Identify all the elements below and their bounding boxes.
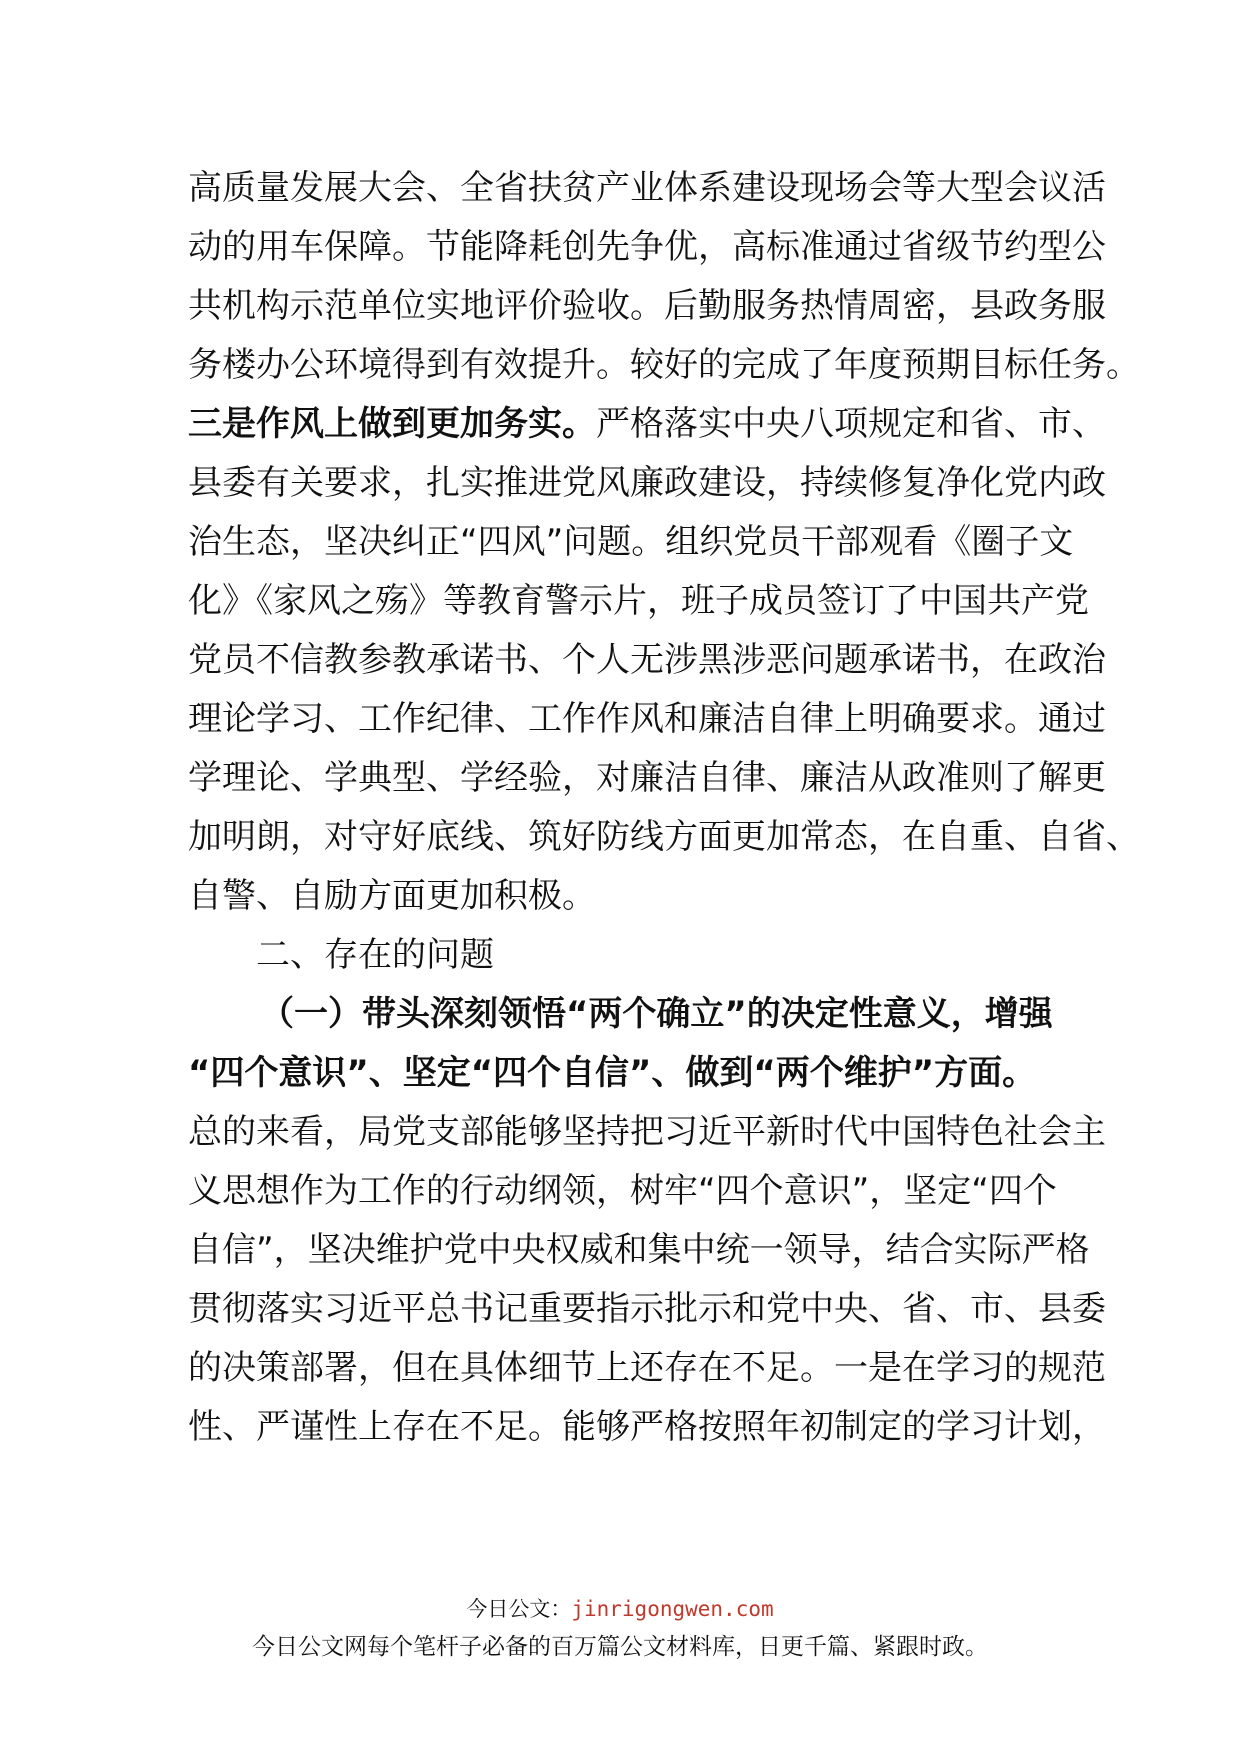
body-line: 党员不信教参教承诺书、个人无涉黑涉恶问题承诺书，在政治 (188, 640, 1106, 680)
footer-site (0, 1594, 1240, 1624)
body-line-with-bold-lead (188, 392, 1106, 456)
body-line: 的决策部署，但在具体细节上还存在不足。一是在学习的规范 (188, 1348, 1106, 1388)
body-line: 共机构示范单位实地评价验收。后勤服务热情周密，县政务服 (188, 286, 1106, 326)
body-line: 加明朗，对守好底线、筑好防线方面更加常态，在自重、自省、 (188, 817, 1140, 857)
bold-lead: 三是作风上做到更加务实。 (188, 404, 596, 444)
body-line: 治生态，坚决纠正“四风”问题。组织党员干部观看《圈子文 (188, 522, 1074, 562)
subsection-heading: （一）带头深刻领悟“两个确立”的决定性意义，增强 (260, 994, 1053, 1034)
subsection-heading: “四个意识”、坚定“四个自信”、做到“两个维护”方面。 (188, 1053, 1037, 1093)
body-line: 县委有关要求，扎实推进党风廉政建设，持续修复净化党内政 (188, 463, 1106, 503)
body-line: 学理论、学典型、学经验，对廉洁自律、廉洁从政准则了解更 (188, 758, 1106, 798)
body-line-rest: 严格落实中央八项规定和省、市、 (596, 404, 1106, 444)
body-line: 高质量发展大会、全省扶贫产业体系建设现场会等大型会议活 (188, 168, 1106, 208)
body-line: 性、严谨性上存在不足。能够严格按照年初制定的学习计划， (188, 1407, 1106, 1447)
body-line: 义思想作为工作的行动纲领，树牢“四个意识”，坚定“四个 (188, 1171, 1057, 1211)
footer-site-url[interactable]: jinrigongwen.com (571, 1597, 774, 1621)
body-line: 务楼办公环境得到有效提升。较好的完成了年度预期目标任务。 (188, 345, 1140, 385)
body-line: 自信”，坚决维护党中央权威和集中统一领导，结合实际严格 (188, 1230, 1090, 1270)
footer-tagline: 今日公文网每个笔杆子必备的百万篇公文材料库，日更千篇、紧跟时政。 (252, 1634, 988, 1660)
body-line: 贯彻落实习近平总书记重要指示批示和党中央、省、市、县委 (188, 1289, 1106, 1329)
body-line: 总的来看，局党支部能够坚持把习近平新时代中国特色社会主 (188, 1112, 1106, 1152)
section-heading: 二、存在的问题 (256, 935, 494, 975)
footer-site-label: 今日公文： (466, 1597, 572, 1621)
body-line: 动的用车保障。节能降耗创先争优，高标准通过省级节约型公 (188, 227, 1106, 267)
body-line: 化》《家风之殇》等教育警示片，班子成员签订了中国共产党 (188, 581, 1089, 621)
body-line: 理论学习、工作纪律、工作作风和廉洁自律上明确要求。通过 (188, 699, 1106, 739)
body-line: 自警、自励方面更加积极。 (188, 876, 596, 916)
